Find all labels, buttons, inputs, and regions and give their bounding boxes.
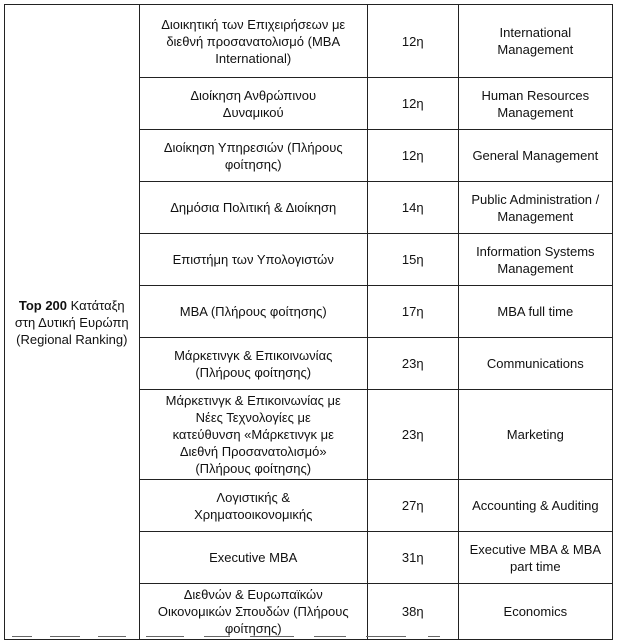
field-cell: Human Resources Management	[458, 78, 612, 130]
rank-cell: 12η	[367, 130, 458, 182]
ranking-table-wrapper	[4, 4, 613, 640]
program-name-cell: Επιστήμη των Υπολογιστών	[139, 234, 367, 286]
rank-cell: 23η	[367, 338, 458, 390]
rank-cell: 12η	[367, 78, 458, 130]
program-name-cell: Διοίκηση Υπηρεσιών (Πλήρους φοίτησης)	[139, 130, 367, 182]
table-row	[5, 5, 613, 78]
regional-ranking-label-cell	[5, 5, 140, 640]
program-name-cell: Διοικητική των Επιχειρήσεων με διεθνή προσανατολισμό (MBA International)	[139, 5, 367, 78]
program-name-cell: Διεθνών & Ευρωπαϊκών Οικονομικών Σπουδών (Πλήρους φοίτησης)	[139, 584, 367, 640]
rank-cell: 31η	[367, 532, 458, 584]
ranking-table	[4, 4, 613, 640]
field-cell: Information Systems Management	[458, 234, 612, 286]
program-name-cell: Δημόσια Πολιτική & Διοίκηση	[139, 182, 367, 234]
program-name-cell: Executive MBA	[139, 532, 367, 584]
field-cell: International Management	[458, 5, 612, 78]
field-cell: General Management	[458, 130, 612, 182]
ranking-label-line1: Κατάταξη	[67, 297, 125, 313]
program-name-cell: Διοίκηση Ανθρώπινου Δυναμικού	[139, 78, 367, 130]
ranking-label-line3: (Regional Ranking)	[16, 331, 128, 347]
rank-cell: 12η	[367, 5, 458, 78]
rank-cell: 17η	[367, 286, 458, 338]
field-cell: Marketing	[458, 390, 612, 480]
field-cell: Economics	[458, 584, 612, 640]
program-name-cell: Μάρκετινγκ & Επικοινωνίας (Πλήρους φοίτησης)	[139, 338, 367, 390]
program-name-cell: Μάρκετινγκ & Επικοινωνίας με Νέες Τεχνολογίες με κατεύθυνση «Μάρκετινγκ με Διεθνή Προσανατολισμό» (Πλήρους φοίτησης)	[139, 390, 367, 480]
cropped-text-line	[4, 632, 613, 638]
field-cell: MBA full time	[458, 286, 612, 338]
field-cell: Accounting & Auditing	[458, 480, 612, 532]
program-name-cell: Λογιστικής & Χρηματοοικονομικής	[139, 480, 367, 532]
top-200-label: Top 200	[18, 297, 68, 313]
rank-cell: 15η	[367, 234, 458, 286]
rank-cell: 27η	[367, 480, 458, 532]
field-cell: Executive MBA & MBA part time	[458, 532, 612, 584]
field-cell: Communications	[458, 338, 612, 390]
rank-cell: 23η	[367, 390, 458, 480]
ranking-label-line2: στη Δυτική Ευρώπη	[14, 314, 129, 330]
rank-cell: 38η	[367, 584, 458, 640]
program-name-cell: MBA (Πλήρους φοίτησης)	[139, 286, 367, 338]
field-cell: Public Administration / Management	[458, 182, 612, 234]
rank-cell: 14η	[367, 182, 458, 234]
